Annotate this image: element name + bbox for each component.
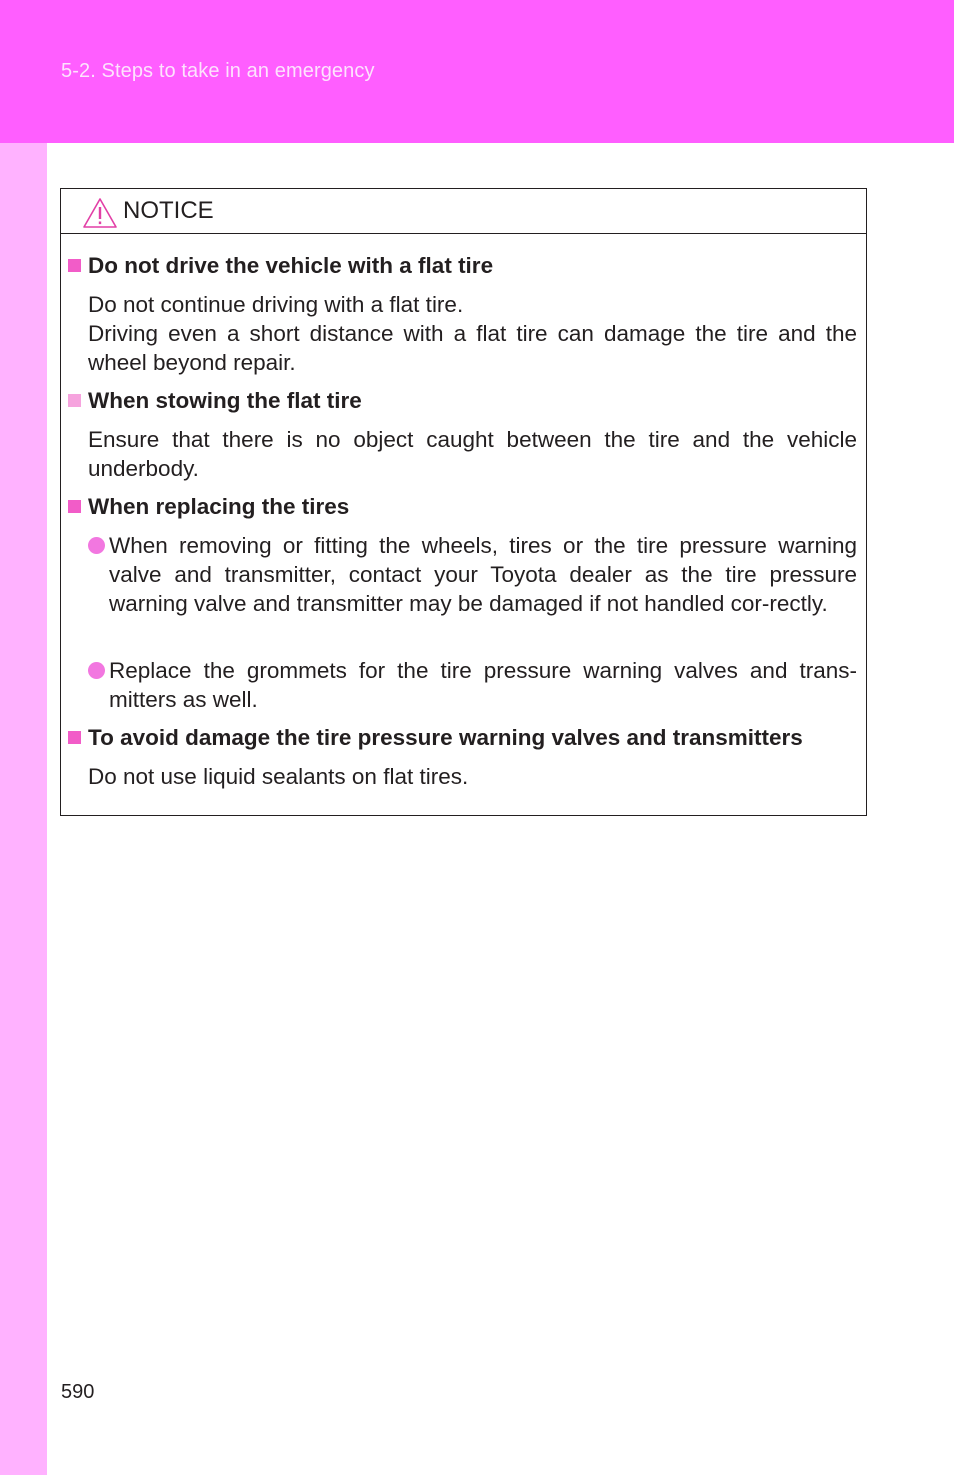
list-item: Replace the grommets for the tire pressure warning valves and trans-mitters as well. (88, 656, 857, 714)
round-bullet-icon (88, 537, 105, 554)
section-title: 5-2. Steps to take in an emergency (61, 60, 375, 82)
notice-label: NOTICE (123, 197, 214, 224)
page-header (0, 0, 954, 143)
square-bullet-icon (68, 500, 81, 513)
paragraph: Ensure that there is no object caught between the tire and the vehicle underbody. (88, 427, 857, 481)
section-heading: When replacing the tires (68, 492, 858, 521)
section-heading: To avoid damage the tire pressure warning valves and transmitters (68, 723, 858, 752)
square-bullet-icon (68, 394, 81, 407)
square-bullet-icon (68, 731, 81, 744)
paragraph: Do not use liquid sealants on flat tires. (88, 764, 469, 789)
side-color-band (0, 143, 47, 1475)
section-heading: When stowing the flat tire (68, 386, 858, 415)
paragraph: Driving even a short distance with a flat tire can damage the tire and the wheel beyond repair. (88, 321, 857, 375)
notice-header (61, 189, 866, 234)
list-item: When removing or fitting the wheels, tires or the tire pressure warning valve and transmitter, contact your Toyota dealer as the tire pressure warning valve and transmitter may be damaged if not handled cor-rectly. (88, 531, 857, 618)
page-number: 590 (61, 1381, 95, 1403)
notice-box (60, 188, 867, 816)
square-bullet-icon (68, 259, 81, 272)
warning-triangle-icon (82, 197, 118, 229)
paragraph: Do not continue driving with a flat tire. (88, 292, 464, 317)
round-bullet-icon (88, 662, 105, 679)
section-heading: Do not drive the vehicle with a flat tire (68, 251, 858, 280)
